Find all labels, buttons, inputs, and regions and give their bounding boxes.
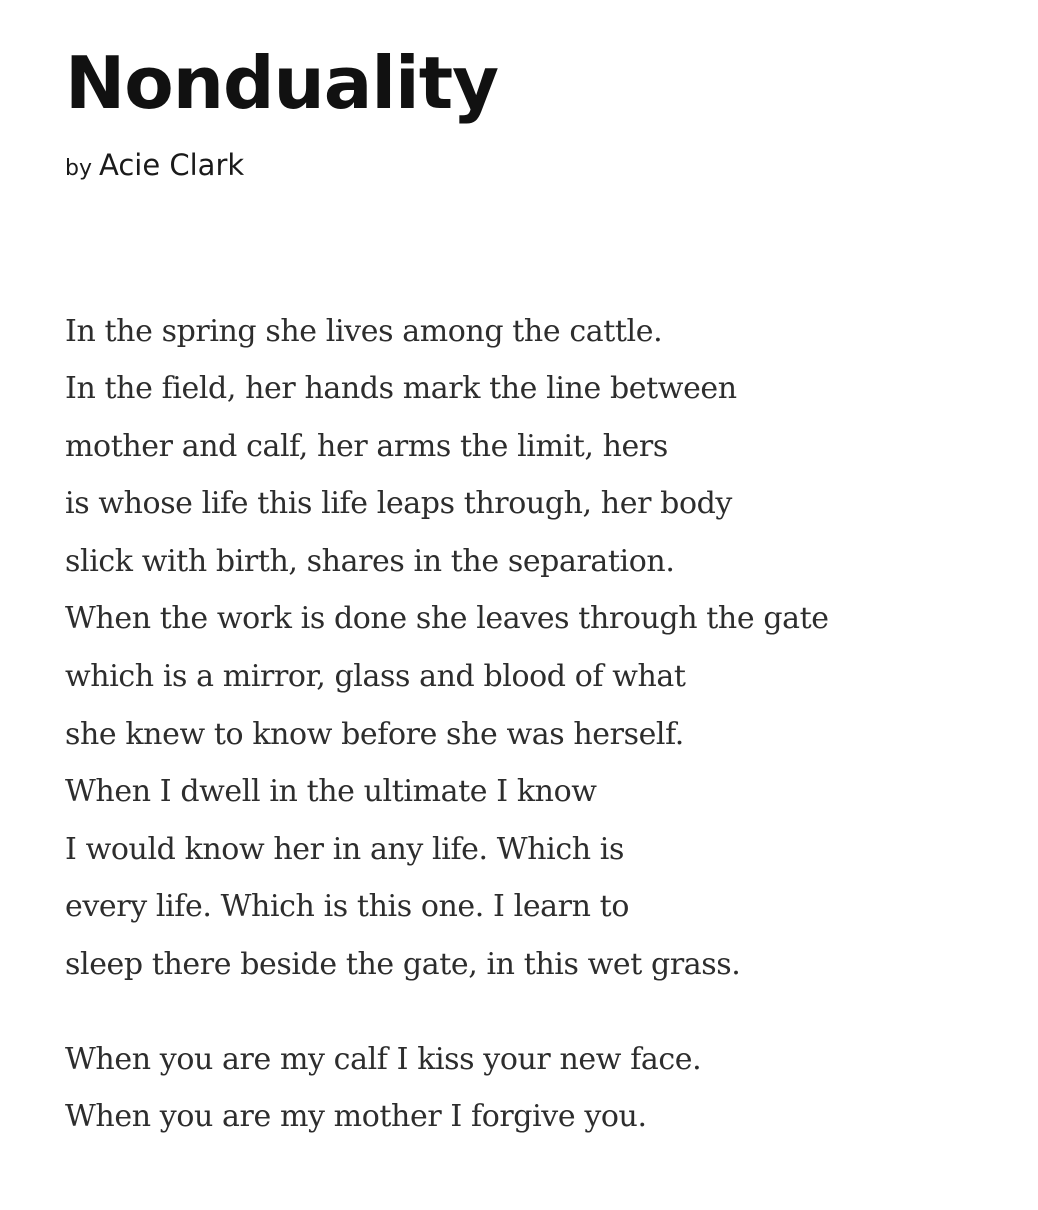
author-name: Acie Clark xyxy=(98,147,245,182)
poem-line: every life. Which is this one. I learn to xyxy=(65,889,629,925)
poem-line: When you are my mother I forgive you. xyxy=(65,1099,647,1135)
byline xyxy=(65,148,998,187)
poem-body xyxy=(65,303,998,1146)
poem-line: which is a mirror, glass and blood of what xyxy=(65,659,686,695)
byline-prefix: by xyxy=(65,155,92,181)
poem-line: When the work is done she leaves through the gate xyxy=(65,601,829,637)
poem-line: In the spring she lives among the cattle. xyxy=(65,313,663,349)
poem-line: is whose life this life leaps through, her body xyxy=(65,486,732,522)
poem-line: When you are my calf I kiss your new face. xyxy=(65,1041,702,1077)
stanza-2 xyxy=(65,1031,998,1146)
poem-line: she knew to know before she was herself. xyxy=(65,716,684,752)
poem-title: Nonduality xyxy=(65,41,499,125)
poem-line: When I dwell in the ultimate I know xyxy=(65,774,597,810)
poem-line: In the field, her hands mark the line between xyxy=(65,371,737,407)
poem-line: mother and calf, her arms the limit, hers xyxy=(65,428,668,464)
poem-line: slick with birth, shares in the separation. xyxy=(65,543,675,579)
poem-line: sleep there beside the gate, in this wet grass. xyxy=(65,947,741,983)
stanza-1 xyxy=(65,303,998,994)
poem-line: I would know her in any life. Which is xyxy=(65,831,624,867)
